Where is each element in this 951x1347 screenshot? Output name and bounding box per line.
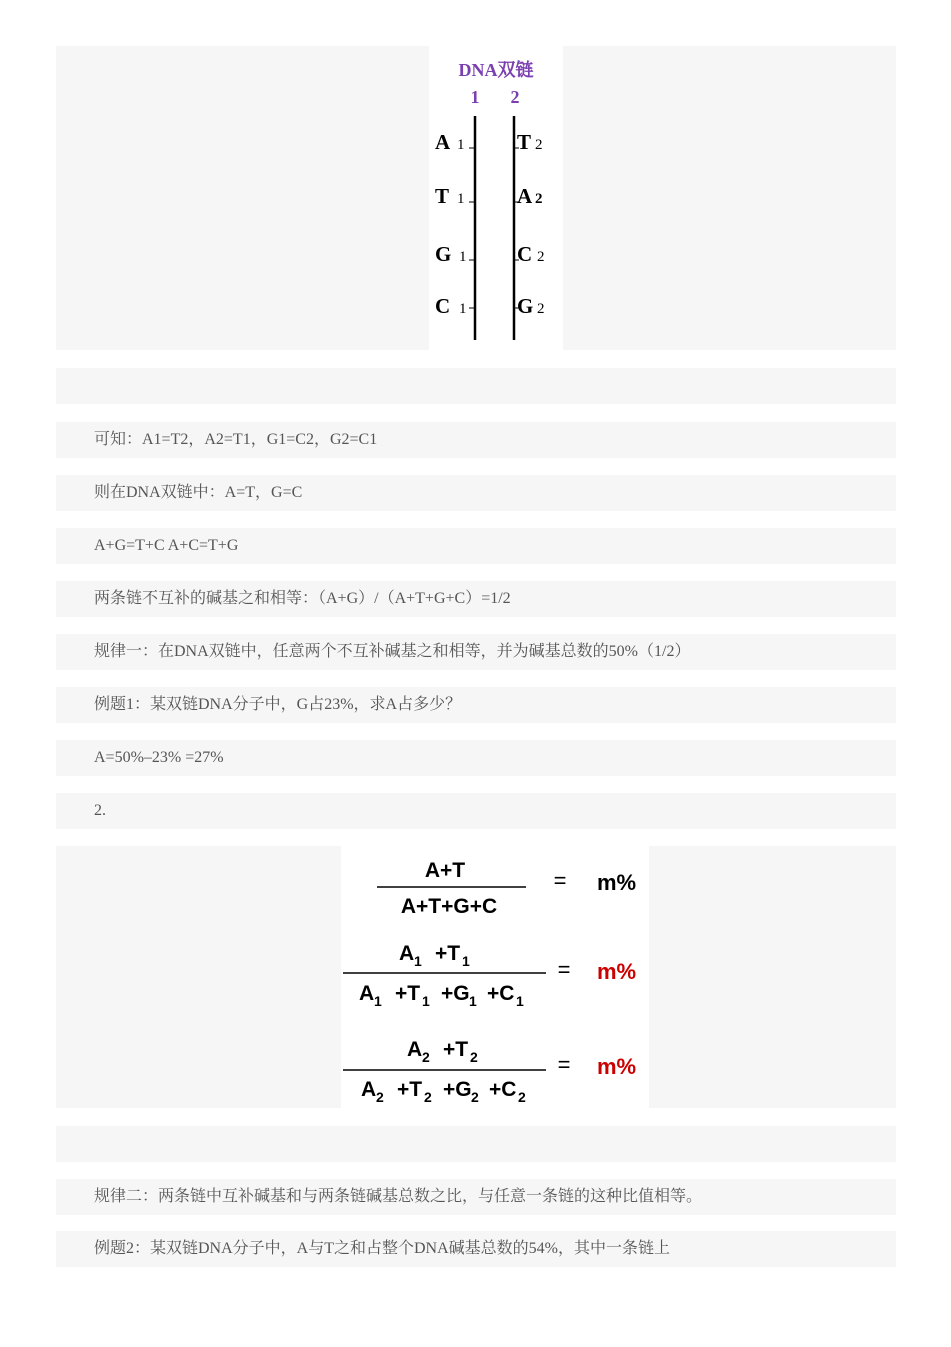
dna-figure <box>429 46 563 350</box>
formula-3-rhs: m% <box>597 1054 637 1079</box>
formula-3-num-b: +T <box>443 1038 469 1061</box>
strand-number-1: 1 <box>470 87 480 107</box>
base-right-sub: 2 <box>537 301 545 317</box>
formula-2-num-b-sub: 1 <box>462 953 470 969</box>
base-right: G <box>517 294 534 318</box>
formula-2-num-a-sub: 1 <box>414 953 422 969</box>
base-left-sub: 1 <box>457 191 465 207</box>
formula-2-num-a: A <box>399 942 415 965</box>
base-left-sub: 1 <box>459 249 467 265</box>
base-right: C <box>517 242 533 266</box>
text-line: A=50%–23% =27% <box>56 740 896 776</box>
formula-3-den-sub: 2 <box>376 1089 384 1105</box>
formula-1-equals: = <box>553 868 567 893</box>
formula-1-rhs: m% <box>597 870 637 895</box>
formula-3-den-sub: 2 <box>518 1089 526 1105</box>
formula-3-num-a: A <box>407 1038 423 1061</box>
formula-2-rhs: m% <box>597 959 637 984</box>
text-line: 2. <box>56 793 896 829</box>
base-right-sub: 2 <box>537 249 545 265</box>
strand-number-2: 2 <box>510 87 520 107</box>
base-pair-row <box>435 130 543 154</box>
formula-2-den: +C <box>487 982 515 1005</box>
formula-2-den: A <box>359 982 375 1005</box>
formula-3-den: +G <box>443 1078 472 1101</box>
text-line: 例题2：某双链DNA分子中，A与T之和占整个DNA碱基总数的54%，其中一条链上 <box>56 1231 896 1267</box>
formula-2-den-sub: 1 <box>422 993 430 1009</box>
base-right: A <box>517 184 533 208</box>
base-right-sub: 2 <box>535 191 543 207</box>
formula-3-den-sub: 2 <box>471 1089 479 1105</box>
base-left: G <box>435 242 452 266</box>
formula-2-den-sub: 1 <box>374 993 382 1009</box>
base-pair-row <box>435 294 545 318</box>
base-left-sub: 1 <box>459 301 467 317</box>
formula-1-denominator: A+T+G+C <box>400 895 498 918</box>
formula-3-den: +T <box>397 1078 423 1101</box>
text-line: 规律一：在DNA双链中，任意两个不互补碱基之和相等，并为碱基总数的50%（1/2） <box>56 634 896 670</box>
formula-2-den-sub: 1 <box>516 993 524 1009</box>
formula-2-den: +G <box>441 982 470 1005</box>
dna-diagram <box>429 46 563 350</box>
formula-figure <box>341 846 649 1108</box>
empty-band <box>56 368 896 404</box>
empty-band <box>56 1126 896 1162</box>
text-line: 例题1：某双链DNA分子中，G占23%，求A占多少？ <box>56 687 896 723</box>
formula-2-den: +T <box>395 982 421 1005</box>
base-pair-row <box>435 184 543 208</box>
base-right-sub: 2 <box>535 137 543 153</box>
formula-3-num-a-sub: 2 <box>422 1049 430 1065</box>
dna-title: DNA双链 <box>458 60 534 80</box>
formula-2-num-b: +T <box>435 942 461 965</box>
base-right: T <box>517 130 532 154</box>
text-line: A+G=T+C A+C=T+G <box>56 528 896 564</box>
base-left: T <box>435 184 450 208</box>
formula-diagram <box>341 846 649 1108</box>
text-line: 可知：A1=T2，A2=T1，G1=C2，G2=C1 <box>56 422 896 458</box>
formula-2-equals: = <box>557 957 571 982</box>
formula-3-den: A <box>361 1078 377 1101</box>
formula-1-numerator: A+T <box>424 859 466 882</box>
formula-3-den: +C <box>489 1078 517 1101</box>
formula-3-equals: = <box>557 1052 571 1077</box>
formula-2 <box>343 942 636 1009</box>
base-left: A <box>435 130 451 154</box>
formula-1 <box>377 859 636 918</box>
base-pair-row <box>435 242 545 266</box>
formula-3-num-b-sub: 2 <box>470 1049 478 1065</box>
text-line: 规律二：两条链中互补碱基和与两条链碱基总数之比，与任意一条链的这种比值相等。 <box>56 1179 896 1215</box>
text-line: 两条链不互补的碱基之和相等：（A+G）/（A+T+G+C）=1/2 <box>56 581 896 617</box>
formula-3 <box>343 1038 636 1105</box>
base-left-sub: 1 <box>457 137 465 153</box>
text-line: 则在DNA双链中：A=T，G=C <box>56 475 896 511</box>
formula-2-den-sub: 1 <box>469 993 477 1009</box>
formula-3-den-sub: 2 <box>424 1089 432 1105</box>
base-left: C <box>435 294 451 318</box>
